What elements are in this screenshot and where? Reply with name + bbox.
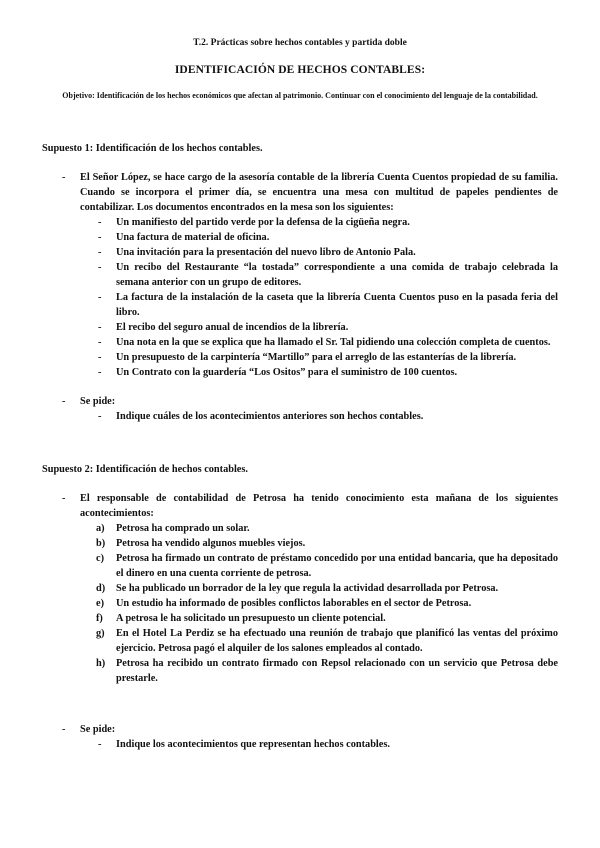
supuesto-2-intro [62, 491, 558, 521]
list-letter: e) [96, 598, 104, 609]
bullet-dash: - [98, 262, 102, 273]
bullet-dash: - [62, 172, 66, 183]
list-letter: a) [96, 523, 105, 534]
list-letter: b) [96, 538, 106, 549]
page-title: IDENTIFICACIÓN DE HECHOS CONTABLES: [174, 64, 426, 76]
se-pide-label: Se pide: [80, 724, 116, 735]
list-item [96, 521, 558, 536]
list-item-text: Un manifiesto del partido verde por la defensa de la cigüeña negra. [116, 217, 410, 228]
list-item [96, 536, 558, 551]
list-item [96, 656, 558, 686]
list-item-text: A petrosa le ha solicitado un presupuesto un cliente potencial. [116, 613, 386, 624]
list-item [98, 365, 558, 380]
list-item-text: Un presupuesto de la carpintería “Martillo” para el arreglo de las estanterías de la librería. [116, 352, 517, 363]
list-item-text: Se ha publicado un borrador de la ley que regula la actividad desarrollada por Petrosa. [116, 583, 499, 594]
intro-text: El Señor López, se hace cargo de la asesoría contable de la librería Cuenta Cuentos propiedad de su familia. Cuando se incorpora el primer día, se encuentra una mesa con multitud de papeles pendientes de contabilizar. Los documentos encontrados en la mesa son los siguientes: [80, 172, 558, 213]
list-letter: f) [96, 613, 103, 624]
intro-text: El responsable de contabilidad de Petrosa ha tenido conocimiento esta mañana de los siguientes acontecimientos: [80, 493, 558, 519]
list-item-text: Petrosa ha comprado un solar. [116, 523, 250, 534]
bullet-dash: - [98, 337, 102, 348]
bullet-dash: - [98, 232, 102, 243]
bullet-dash: - [98, 247, 102, 258]
list-item [98, 350, 558, 365]
list-item [96, 611, 558, 626]
list-item-text: Una nota en la que se explica que ha llamado el Sr. Tal pidiendo una colección completa de cuentos. [116, 337, 551, 348]
list-item [98, 215, 558, 230]
list-item [98, 260, 558, 290]
list-item-text: Un Contrato con la guardería “Los Ositos” para el suministro de 100 cuentos. [116, 367, 458, 378]
list-item [98, 335, 558, 350]
list-letter: h) [96, 658, 106, 669]
task-text: Indique los acontecimientos que representan hechos contables. [116, 739, 390, 750]
list-letter: c) [96, 553, 104, 564]
list-item [98, 230, 558, 245]
se-pide-label: Se pide: [80, 396, 116, 407]
course-title: T.2. Prácticas sobre hechos contables y partida doble [193, 38, 407, 48]
list-letter: g) [96, 628, 105, 639]
bullet-dash: - [98, 739, 102, 750]
list-item [96, 596, 558, 611]
list-item [98, 290, 558, 320]
supuesto-2-heading: Supuesto 2: Identificación de hechos contables. [42, 464, 248, 475]
events-list [96, 521, 558, 686]
list-item-text: La factura de la instalación de la caseta que la librería Cuenta Cuentos puso en la pasada feria del libro. [116, 292, 558, 318]
bullet-dash: - [98, 411, 102, 422]
bullet-dash: - [98, 352, 102, 363]
list-item-text: Una invitación para la presentación del nuevo libro de Antonio Pala. [116, 247, 416, 258]
list-item-text: Petrosa ha vendido algunos muebles viejos. [116, 538, 306, 549]
supuesto-1-heading: Supuesto 1: Identificación de los hechos contables. [42, 143, 263, 154]
supuesto-1-intro [62, 170, 558, 215]
bullet-dash: - [62, 724, 66, 735]
list-item [96, 551, 558, 581]
list-item [96, 626, 558, 656]
bullet-dash: - [98, 217, 102, 228]
supuesto-2-task [98, 737, 558, 752]
list-item [98, 320, 558, 335]
bullet-dash: - [62, 493, 66, 504]
list-item-text: Petrosa ha firmado un contrato de préstamo concedido por una entidad bancaria, que ha depositado el dinero en una cuenta corriente de petrosa. [116, 553, 558, 579]
bullet-dash: - [98, 367, 102, 378]
supuesto-1-task [98, 409, 558, 424]
list-item-text: Un recibo del Restaurante “la tostada” correspondiente a una comida de trabajo celebrada la semana anterior con un grupo de editores. [116, 262, 558, 288]
list-letter: d) [96, 583, 106, 594]
objective-text: Objetivo: Identificación de los hechos económicos que afectan al patrimonio. Continuar con el conocimiento del lenguaje de la contabilidad. [62, 91, 538, 100]
bullet-dash: - [98, 292, 102, 303]
task-text: Indique cuáles de los acontecimientos anteriores son hechos contables. [116, 411, 424, 422]
list-item-text: En el Hotel La Perdiz se ha efectuado una reunión de trabajo que planificó las ventas del próximo ejercicio. Petrosa pagó el alquiler de los salones empleados al contado. [116, 628, 558, 654]
bullet-dash: - [62, 396, 66, 407]
supuesto-1-se-pide [62, 394, 558, 409]
bullet-dash: - [98, 322, 102, 333]
documents-list [98, 215, 558, 380]
list-item-text: Una factura de material de oficina. [116, 232, 270, 243]
list-item [96, 581, 558, 596]
list-item-text: Un estudio ha informado de posibles conflictos laborables en el sector de Petrosa. [116, 598, 472, 609]
list-item-text: El recibo del seguro anual de incendios de la librería. [116, 322, 349, 333]
list-item-text: Petrosa ha recibido un contrato firmado con Repsol relacionado con un servicio que Petrosa debe prestarle. [116, 658, 558, 684]
list-item [98, 245, 558, 260]
supuesto-2-se-pide [62, 722, 558, 737]
